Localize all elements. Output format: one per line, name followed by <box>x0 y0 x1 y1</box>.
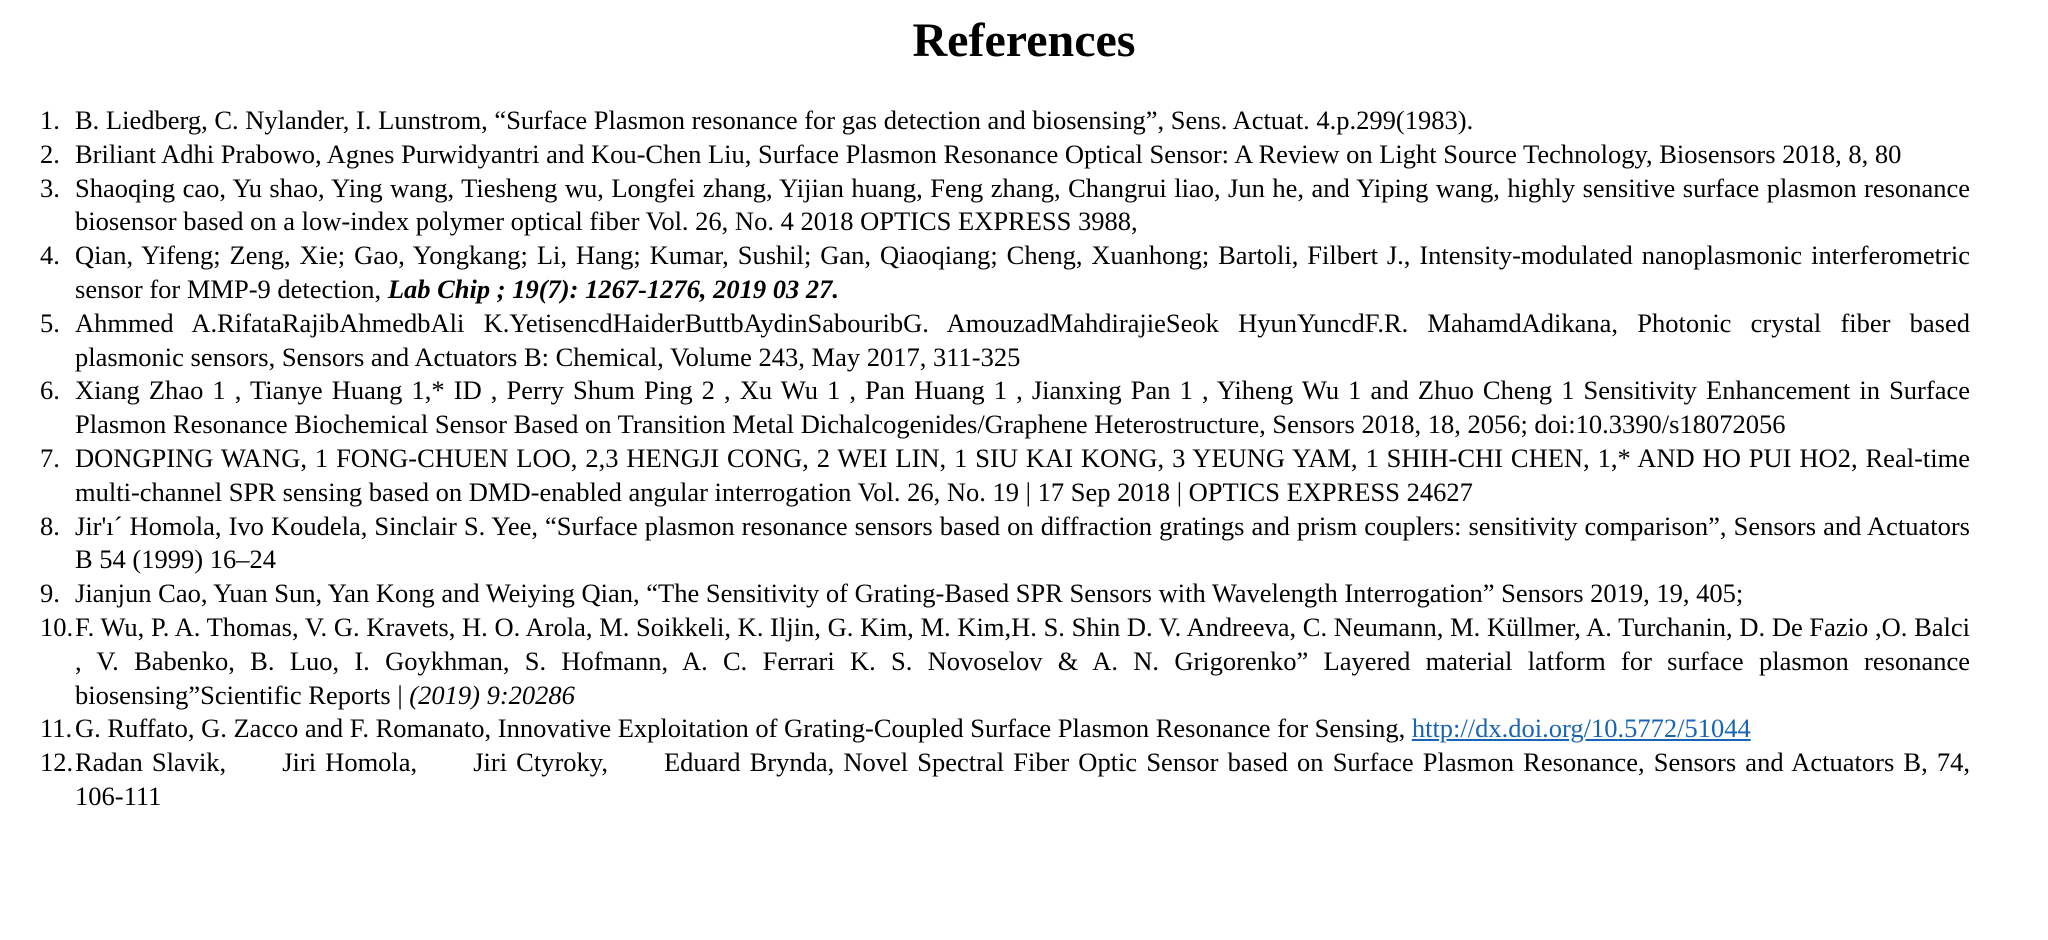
reference-number: 1. <box>40 105 60 135</box>
reference-text: Shaoqing cao, Yu shao, Ying wang, Tiesheng wu, Longfei zhang, Yijian huang, Feng zhang, Changrui liao, Jun he, and Yiping wang, highly sensitive surface plasmon resonance biosensor based on a low-index polymer optical fiber Vol. 26, No. 4 2018 OPTICS EXPRESS 3988, <box>75 172 1970 237</box>
journal-citation: Lab Chip ; 19(7): 1267-1276, 2019 03 27. <box>387 273 840 304</box>
reference-text: B. Liedberg, C. Nylander, I. Lunstrom, “Surface Plasmon resonance for gas detection and biosensing”, Sens. Actuat. 4.p.299(1983). <box>75 105 1474 135</box>
reference-number: 7. <box>40 442 60 473</box>
reference-number: 12. <box>40 747 74 778</box>
reference-author: Eduard Brynda, <box>663 747 835 778</box>
reference-item <box>40 307 1970 375</box>
journal-citation: (2019) 9:20286 <box>409 679 575 710</box>
reference-text: F. Wu, P. A. Thomas, V. G. Kravets, H. O. Arola, M. Soikkeli, K. Iljin, G. Kim, M. Kim,H. S. Shin D. V. Andreeva, C. Neumann, M. Küllmer, A. Turchanin, D. De Fazio ,O. Balci , V. Babenko, B. Luo, I. Goykhman, S. Hofmann, A. C. Ferrari K. S. Novoselov & A. N. Grigorenko” Layered material latform for surface plasmon resonance biosensing”Scientific Reports | <box>75 611 1970 710</box>
doi-link[interactable]: http://dx.doi.org/10.5772/51044 <box>1411 713 1751 744</box>
reference-number: 4. <box>40 240 60 271</box>
reference-number: 11. <box>40 713 73 744</box>
reference-author: Radan Slavik, <box>75 747 227 778</box>
reference-item <box>40 746 1970 814</box>
reference-text: Novel Spectral Fiber Optic Sensor based on Surface Plasmon Resonance, Sensors and Actuators B, 74, 106-111 <box>75 747 1970 811</box>
reference-item <box>40 374 1970 442</box>
reference-item <box>40 138 1970 172</box>
reference-item <box>40 239 1970 307</box>
reference-text: G. Ruffato, G. Zacco and F. Romanato, Innovative Exploitation of Grating-Coupled Surface Plasmon Resonance for Sensing, <box>75 713 1412 744</box>
reference-number: 8. <box>40 510 60 541</box>
reference-text: Ahmmed A.RifataRajibAhmedbAli K.YetisencdHaiderButtbAydinSabouribG. AmouzadMahdirajieSeok HyunYuncdF.R. MahamdAdikana, Photonic crystal fiber based plasmonic sensors, Sensors and Actuators B: Chemical, Volume 243, May 2017, 311-325 <box>75 307 1970 372</box>
reference-number: 6. <box>40 375 60 406</box>
reference-item <box>40 442 1970 510</box>
reference-number: 5. <box>40 307 60 338</box>
reference-item <box>40 172 1970 240</box>
reference-text: Qian, Yifeng; Zeng, Xie; Gao, Yongkang; Li, Hang; Kumar, Sushil; Gan, Qiaoqiang; Cheng, Xuanhong; Bartoli, Filbert J., Intensity-modulated nanoplasmonic interferometric sensor for MMP-9 detection, <box>75 240 1970 304</box>
reference-text: Briliant Adhi Prabowo, Agnes Purwidyantri and Kou-Chen Liu, Surface Plasmon Resonance Optical Sensor: A Review on Light Source Technology, Biosensors 2018, 8, 80 <box>75 138 1902 169</box>
page-title: References <box>912 14 1136 67</box>
reference-text: DONGPING WANG, 1 FONG-CHUEN LOO, 2,3 HENGJI CONG, 2 WEI LIN, 1 SIU KAI KONG, 3 YEUNG YAM, 1 SHIH-CHI CHEN, 1,* AND HO PUI HO2, Real-time multi-channel SPR sensing based on DMD-enabled angular interrogation Vol. 26, No. 19 | 17 Sep 2018 | OPTICS EXPRESS 24627 <box>75 442 1970 507</box>
reference-number: 10. <box>40 611 74 642</box>
reference-item <box>40 104 1970 138</box>
reference-list <box>40 104 1970 814</box>
reference-number: 9. <box>40 578 60 609</box>
reference-item <box>40 577 1970 611</box>
reference-author: Jiri Homola, <box>282 747 418 778</box>
reference-author: Jiri Ctyroky, <box>473 747 608 778</box>
reference-item <box>40 712 1970 746</box>
reference-text: Jir'ı´ Homola, Ivo Koudela, Sinclair S. Yee, “Surface plasmon resonance sensors based on diffraction gratings and prism couplers: sensitivity comparison”, Sensors and Actuators B 54 (1999) 16–24 <box>75 510 1970 575</box>
reference-number: 2. <box>40 138 60 169</box>
reference-text: Xiang Zhao 1 , Tianye Huang 1,* ID , Perry Shum Ping 2 , Xu Wu 1 , Pan Huang 1 , Jianxing Pan 1 , Yiheng Wu 1 and Zhuo Cheng 1 Sensitivity Enhancement in Surface Plasmon Resonance Biochemical Sensor Based on Transition Metal Dichalcogenides/Graphene Heterostructure, Sensors 2018, 18, 2056; doi:10.3390/s18072056 <box>75 375 1970 440</box>
reference-item <box>40 510 1970 578</box>
reference-item <box>40 611 1970 712</box>
reference-number: 3. <box>40 172 60 203</box>
reference-text: Jianjun Cao, Yuan Sun, Yan Kong and Weiying Qian, “The Sensitivity of Grating-Based SPR Sensors with Wavelength Interrogation” Sensors 2019, 19, 405; <box>75 578 1744 609</box>
